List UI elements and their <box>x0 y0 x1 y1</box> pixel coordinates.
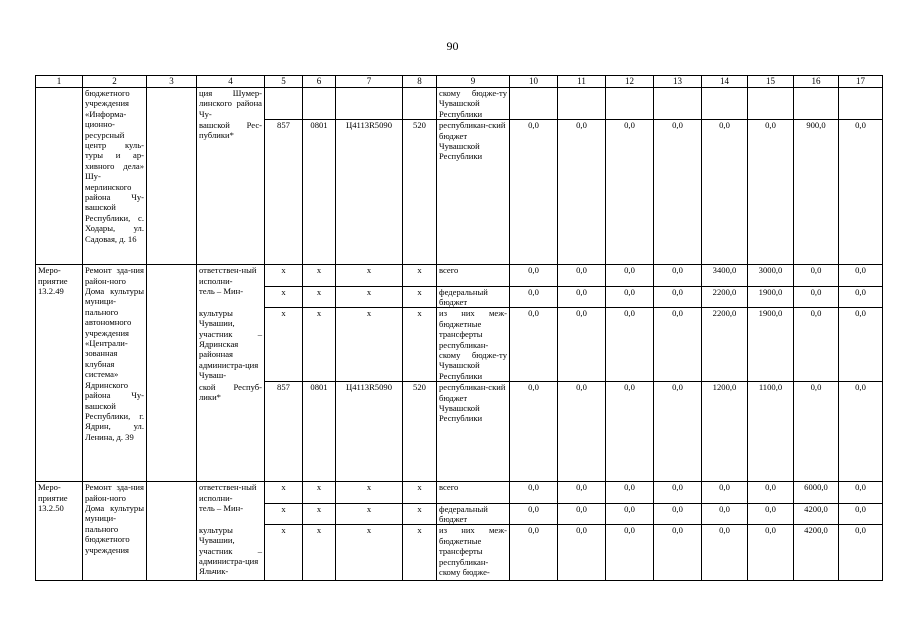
cell-code: 520 <box>403 120 437 265</box>
cell-value: 0,0 <box>654 482 702 503</box>
cell-responsible: культуры Чувашии, участник – администра-ция Яльчик- <box>197 525 265 581</box>
cell-code: x <box>403 286 437 308</box>
cell-code: x <box>265 525 303 581</box>
cell-responsible: ответствен-ный исполни- <box>197 265 265 286</box>
cell-source: федеральный бюджет <box>437 286 510 308</box>
cell-value: 0,0 <box>510 503 558 525</box>
cell-code: x <box>265 308 303 382</box>
cell-code: x <box>403 265 437 286</box>
cell-value: 0,0 <box>839 382 883 482</box>
column-number: 14 <box>702 76 748 88</box>
cell-responsible: ской Респуб-лики* <box>197 382 265 482</box>
cell-value: 0,0 <box>748 482 794 503</box>
header-row <box>36 76 883 88</box>
cell-empty <box>702 88 748 120</box>
table-row <box>36 482 883 503</box>
cell-value: 0,0 <box>558 308 606 382</box>
cell-value: 0,0 <box>606 482 654 503</box>
page-number: 90 <box>446 39 459 53</box>
cell-source: республикан-ский бюджет Чувашской Республики <box>437 120 510 265</box>
cell-value: 0,0 <box>654 503 702 525</box>
cell-value: 0,0 <box>654 382 702 482</box>
cell-code: x <box>403 525 437 581</box>
cell-value: 0,0 <box>606 120 654 265</box>
cell-value: 0,0 <box>794 286 839 308</box>
cell-value: 4200,0 <box>794 525 839 581</box>
cell-value: 0,0 <box>702 525 748 581</box>
cell-value: 0,0 <box>839 308 883 382</box>
cell-empty <box>303 88 336 120</box>
cell-value: 0,0 <box>748 120 794 265</box>
cell-value: 0,0 <box>558 120 606 265</box>
table-row <box>36 88 883 120</box>
cell-responsible: ответствен-ный исполни- <box>197 482 265 503</box>
cell-description: Ремонт зда-ния район-ного Дома культуры муници-пального автономного учреждения «Централи-зованная клубная система» Ядринского района Чу-вашской Республики, г. Ядрин, ул. Ленина, д. 39 <box>83 265 147 482</box>
column-number: 15 <box>748 76 794 88</box>
cell-value: 0,0 <box>510 286 558 308</box>
cell-empty <box>147 482 197 581</box>
cell-empty <box>558 88 606 120</box>
cell-value: 1100,0 <box>748 382 794 482</box>
cell-source: всего <box>437 265 510 286</box>
cell-code: x <box>265 265 303 286</box>
cell-value: 0,0 <box>839 265 883 286</box>
cell-value: 1900,0 <box>748 286 794 308</box>
cell-value: 0,0 <box>606 265 654 286</box>
cell-value: 0,0 <box>839 286 883 308</box>
cell-value: 0,0 <box>606 503 654 525</box>
cell-value: 2200,0 <box>702 308 748 382</box>
cell-empty <box>147 265 197 482</box>
cell-value: 0,0 <box>558 382 606 482</box>
cell-code: x <box>303 503 336 525</box>
table-row <box>36 265 883 286</box>
column-number: 16 <box>794 76 839 88</box>
column-number: 3 <box>147 76 197 88</box>
cell-value: 0,0 <box>654 525 702 581</box>
cell-code: 857 <box>265 382 303 482</box>
cell-value: 900,0 <box>794 120 839 265</box>
cell-code: 520 <box>403 382 437 482</box>
cell-source: из них меж-бюджетные трансферты республикан-скому бюдже-ту Чувашской Республики <box>437 308 510 382</box>
cell-empty <box>265 88 303 120</box>
cell-value: 6000,0 <box>794 482 839 503</box>
cell-empty <box>606 88 654 120</box>
cell-code: x <box>336 482 403 503</box>
cell-code: 857 <box>265 120 303 265</box>
cell-responsible: тель – Мин- <box>197 286 265 308</box>
column-number: 6 <box>303 76 336 88</box>
cell-code: x <box>403 308 437 382</box>
column-number: 7 <box>336 76 403 88</box>
cell-value: 0,0 <box>748 503 794 525</box>
cell-responsible: тель – Мин- <box>197 503 265 525</box>
cell-value: 0,0 <box>839 482 883 503</box>
cell-code: x <box>265 286 303 308</box>
cell-value: 2200,0 <box>702 286 748 308</box>
cell-value: 3000,0 <box>748 265 794 286</box>
cell-empty <box>748 88 794 120</box>
cell-value: 4200,0 <box>794 503 839 525</box>
column-number: 4 <box>197 76 265 88</box>
cell-value: 3400,0 <box>702 265 748 286</box>
cell-code: x <box>303 286 336 308</box>
cell-value: 0,0 <box>510 308 558 382</box>
column-number: 17 <box>839 76 883 88</box>
cell-value: 0,0 <box>702 503 748 525</box>
cell-value: 0,0 <box>558 525 606 581</box>
cell-value: 1900,0 <box>748 308 794 382</box>
cell-empty <box>839 88 883 120</box>
cell-empty <box>336 88 403 120</box>
cell-code: x <box>303 308 336 382</box>
cell-value: 0,0 <box>510 265 558 286</box>
cell-value: 0,0 <box>748 525 794 581</box>
cell-event: Меро-приятие 13.2.50 <box>36 482 83 581</box>
cell-code: x <box>336 265 403 286</box>
cell-responsible: культуры Чувашии, участник – Ядринская районная администра-ция Чуваш- <box>197 308 265 382</box>
cell-value: 0,0 <box>558 265 606 286</box>
cell-code: x <box>336 503 403 525</box>
cell-source: из них меж-бюджетные трансферты республикан-скому бюдже- <box>437 525 510 581</box>
cell-value: 0,0 <box>510 382 558 482</box>
column-number: 8 <box>403 76 437 88</box>
cell-value: 0,0 <box>558 482 606 503</box>
cell-value: 0,0 <box>839 120 883 265</box>
cell-empty <box>794 88 839 120</box>
cell-source: скому бюдже-ту Чувашской Республики <box>437 88 510 120</box>
cell-code: 0801 <box>303 382 336 482</box>
cell-responsible: вашской Рес-публики* <box>197 120 265 265</box>
cell-code: 0801 <box>303 120 336 265</box>
cell-value: 0,0 <box>654 286 702 308</box>
cell-value: 0,0 <box>558 286 606 308</box>
cell-value: 0,0 <box>606 525 654 581</box>
cell-value: 1200,0 <box>702 382 748 482</box>
cell-value: 0,0 <box>794 308 839 382</box>
cell-code: x <box>265 482 303 503</box>
cell-value: 0,0 <box>839 525 883 581</box>
cell-value: 0,0 <box>510 482 558 503</box>
column-number: 11 <box>558 76 606 88</box>
cell-code: x <box>403 503 437 525</box>
cell-source: всего <box>437 482 510 503</box>
cell-responsible: ция Шумер-линского района Чу- <box>197 88 265 120</box>
cell-code: x <box>303 482 336 503</box>
cell-value: 0,0 <box>606 308 654 382</box>
cell-code: x <box>303 265 336 286</box>
cell-value: 0,0 <box>702 482 748 503</box>
cell-code: Ц4113R5090 <box>336 382 403 482</box>
cell-value: 0,0 <box>654 265 702 286</box>
cell-code: Ц4113R5090 <box>336 120 403 265</box>
column-number: 5 <box>265 76 303 88</box>
cell-description: бюджетного учреждения «Информа-ционно-ресурсный центр куль-туры и ар-хивного дела» Шу-мерлинского района Чу-вашской Республики, с. Ходары, ул. Садовая, д. 16 <box>83 88 147 265</box>
column-number: 10 <box>510 76 558 88</box>
column-number: 13 <box>654 76 702 88</box>
cell-value: 0,0 <box>606 286 654 308</box>
cell-code: x <box>403 482 437 503</box>
cell-value: 0,0 <box>654 120 702 265</box>
cell-description: Ремонт зда-ния район-ного Дома культуры муници-пального бюджетного учреждения <box>83 482 147 581</box>
column-number: 9 <box>437 76 510 88</box>
cell-value: 0,0 <box>606 382 654 482</box>
cell-code: x <box>336 286 403 308</box>
column-number: 1 <box>36 76 83 88</box>
cell-code: x <box>303 525 336 581</box>
cell-code: x <box>265 503 303 525</box>
cell-value: 0,0 <box>794 265 839 286</box>
cell-empty <box>403 88 437 120</box>
cell-value: 0,0 <box>654 308 702 382</box>
cell-code: x <box>336 525 403 581</box>
cell-code: x <box>336 308 403 382</box>
cell-event <box>36 88 83 265</box>
cell-empty <box>654 88 702 120</box>
cell-empty <box>510 88 558 120</box>
column-number: 2 <box>83 76 147 88</box>
budget-table <box>35 75 883 581</box>
cell-value: 0,0 <box>558 503 606 525</box>
column-number: 12 <box>606 76 654 88</box>
cell-source: федеральный бюджет <box>437 503 510 525</box>
cell-event: Меро-приятие 13.2.49 <box>36 265 83 482</box>
cell-value: 0,0 <box>510 525 558 581</box>
cell-value: 0,0 <box>794 382 839 482</box>
cell-empty <box>147 88 197 265</box>
cell-value: 0,0 <box>839 503 883 525</box>
cell-value: 0,0 <box>702 120 748 265</box>
cell-value: 0,0 <box>510 120 558 265</box>
cell-source: республикан-ский бюджет Чувашской Республики <box>437 382 510 482</box>
